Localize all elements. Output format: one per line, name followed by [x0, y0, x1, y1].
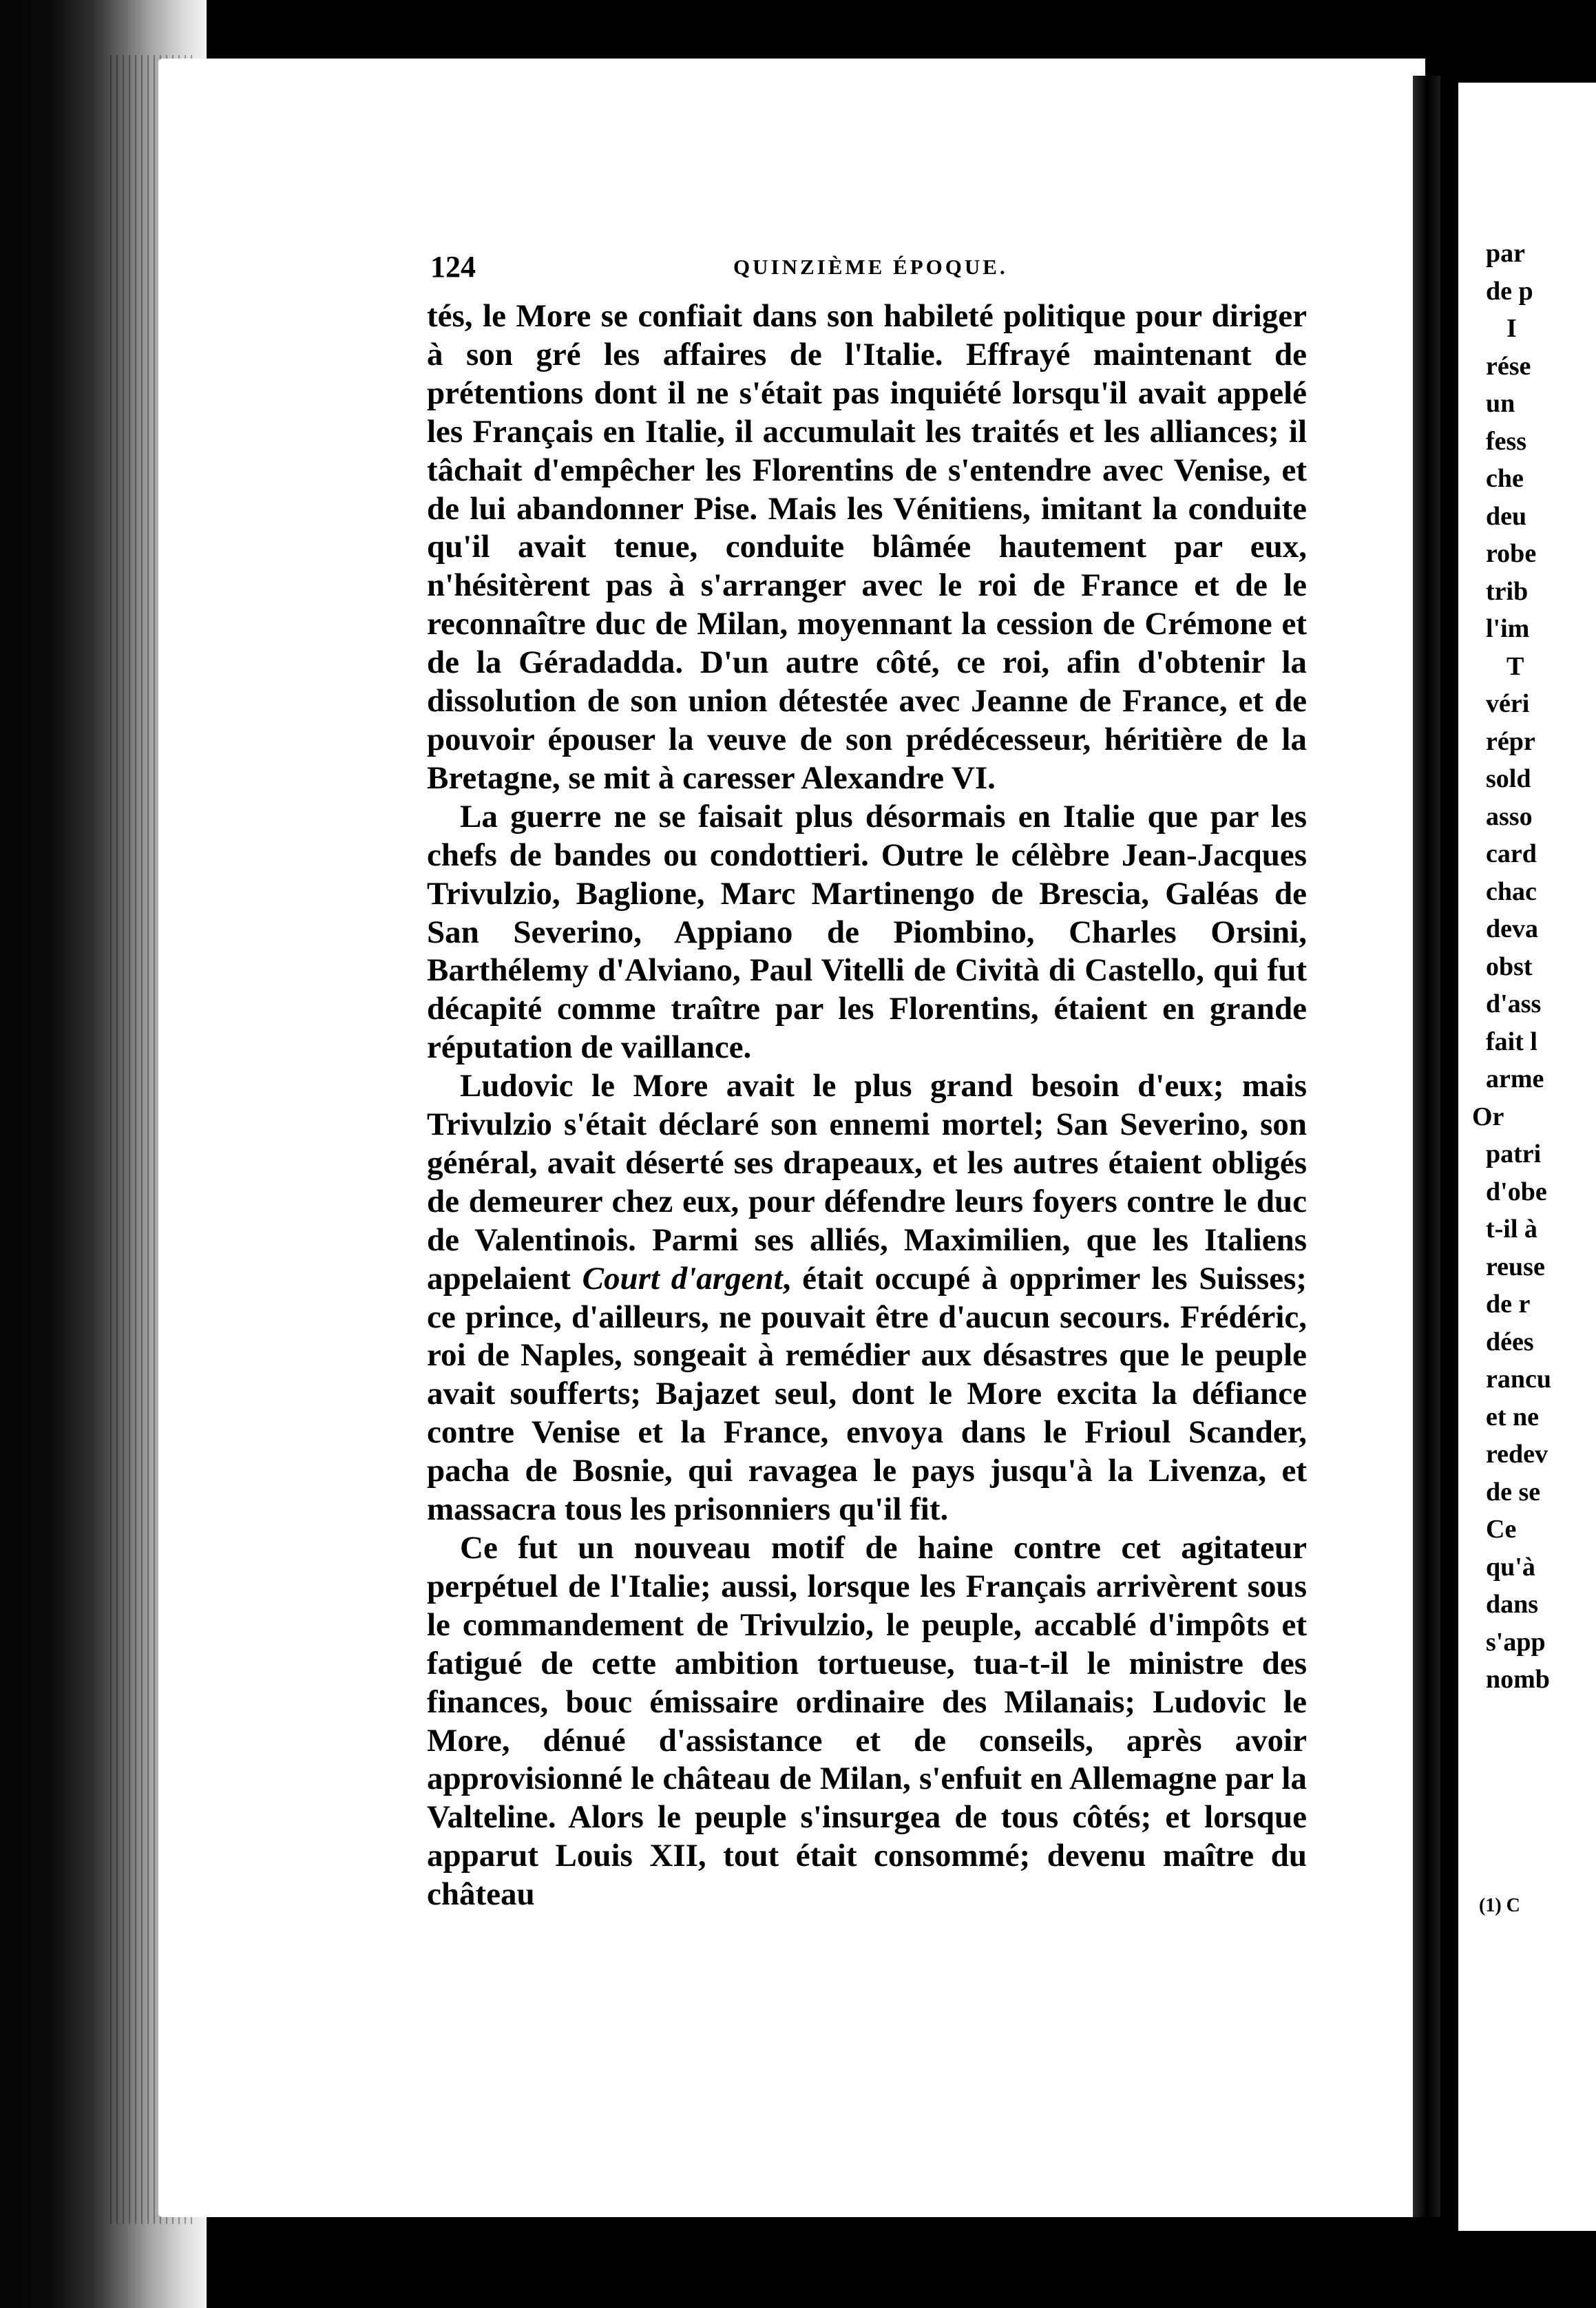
facing-line: de se	[1486, 1477, 1541, 1507]
facing-line: de r	[1486, 1290, 1531, 1319]
facing-line: deva	[1486, 914, 1538, 943]
facing-line: par	[1486, 239, 1525, 268]
facing-line: che	[1486, 464, 1524, 493]
facing-line: dans	[1486, 1590, 1539, 1619]
paragraph-4: Ce fut un nouveau motif de haine contre cet agitateur perpétuel de l'Italie; aussi, lorsque les Français arrivèrent sous le commandement de Trivulzio, le peuple, accablé d'impôts et fatigué de cette ambition tortueuse, tua-t-il le ministre des finances, bouc émissaire ordinaire des Milanais; Ludovic le More, dénué d'assistance et de conseils, après avoir approvisionné le château de Milan, s'enfuit en Allemagne par la Valteline. Alors le peuple s'insurgea de tous côtés; et lorsque apparut Louis XII, tout était consommé; devenu maître du château	[427, 1530, 1307, 1913]
facing-line: obst	[1486, 952, 1533, 981]
running-title: QUINZIÈME ÉPOQUE.	[733, 255, 1008, 279]
page-number: 124	[430, 250, 476, 284]
paragraph-3	[427, 1067, 1307, 1529]
paragraph-3-text-b: , était occupé à opprimer les Suisses; ce prince, d'ailleurs, ne pouvait être d'aucun secours. Frédéric, roi de Naples, songeait à remédier aux désastres que le peuple avait soufferts; Bajazet seul, dont le More excita la défiance contre Venise et la France, envoya dans le Frioul Scander, pacha de Bosnie, qui ravagea le pays jusqu'à la Livenza, et massacra tous les prisonniers qu'il fit.	[427, 1260, 1308, 1528]
italic-nickname: Court d'argent	[582, 1260, 783, 1297]
facing-line: fait l	[1486, 1027, 1537, 1056]
facing-line: qu'à	[1486, 1552, 1535, 1582]
facing-line: d'ass	[1486, 989, 1542, 1018]
paragraph-1: tés, le More se confiait dans son habileté politique pour diriger à son gré les affaires de l'Italie. Effrayé maintenant de prétentions dont il ne s'était pas inquiété lorsqu'il avait appelé les Français en Italie, il accumulait les traités et les alliances; il tâchait d'empêcher les Florentins de s'entendre avec Venise, et de lui abandonner Pise. Mais les Vénitiens, imitant la conduite qu'il avait tenue, conduite blâmée hautement par eux, n'hésitèrent pas à s'arranger avec le roi de France et de le reconnaître duc de Milan, moyennant la cession de Crémone et de la Géradadda. D'un autre côté, ce roi, afin d'obtenir la dissolution de son union détestée avec Jeanne de France, et de pouvoir épouser la veuve de son prédécesseur, héritière de la Bretagne, se mit à caresser Alexandre VI.	[427, 298, 1307, 796]
facing-line: nomb	[1486, 1665, 1550, 1694]
page-header	[430, 249, 1305, 284]
paragraph-3-text-a: Ludovic le More avait le plus grand besoin d'eux; mais Trivulzio s'était déclaré son ennemi mortel; San Severino, son général, avait déserté ses drapeaux, et les autres étaient obligés de demeurer chez eux, pour défendre leurs foyers contre le duc de Valentinois. Parmi ses alliés, Maximilien, que les Italiens appelaient	[427, 1068, 1307, 1297]
facing-line: arme	[1486, 1064, 1544, 1093]
facing-line: fess	[1486, 426, 1527, 456]
facing-line: dées	[1486, 1327, 1534, 1356]
facing-line: Or	[1472, 1102, 1504, 1131]
facing-line: t-il à	[1486, 1215, 1537, 1244]
facing-line: de p	[1486, 276, 1533, 306]
facing-line: l'im	[1486, 614, 1530, 643]
facing-line: d'obe	[1486, 1177, 1547, 1206]
facing-footnote: (1) C	[1479, 1895, 1520, 1916]
facing-line: véri	[1486, 689, 1530, 718]
facing-line: trib	[1486, 576, 1529, 606]
facing-line: I	[1506, 314, 1517, 343]
body-text	[427, 297, 1307, 1914]
facing-line: chac	[1486, 877, 1537, 906]
paragraph-2: La guerre ne se faisait plus désormais en Italie que par les chefs de bandes ou condottieri. Outre le célèbre Jean-Jacques Trivulzio, Baglione, Marc Martinengo de Brescia, Galéas de San Severino, Appiano de Piombino, Charles Orsini, Barthélemy d'Alviano, Paul Vitelli de Cività di Castello, qui fut décapité comme traître par les Florentins, étaient en grande réputation de vaillance.	[427, 798, 1307, 1066]
facing-line: s'app	[1486, 1627, 1546, 1657]
facing-page-fragment	[1458, 83, 1596, 2231]
facing-line: reuse	[1486, 1252, 1545, 1281]
facing-line: deu	[1486, 501, 1527, 531]
facing-line: sold	[1486, 764, 1531, 793]
facing-line: card	[1486, 839, 1537, 868]
facing-line: un	[1486, 389, 1515, 418]
page-gutter	[1413, 76, 1440, 2217]
facing-line: redev	[1486, 1440, 1548, 1469]
facing-line: asso	[1486, 801, 1533, 831]
facing-line: rése	[1486, 351, 1531, 381]
facing-line: T	[1506, 651, 1524, 681]
facing-line: Ce	[1486, 1515, 1517, 1544]
facing-line: rancu	[1486, 1365, 1551, 1394]
facing-line: patri	[1486, 1140, 1542, 1168]
facing-line: répr	[1486, 726, 1535, 756]
facing-line: robe	[1486, 539, 1537, 568]
facing-line: et ne	[1486, 1402, 1540, 1431]
